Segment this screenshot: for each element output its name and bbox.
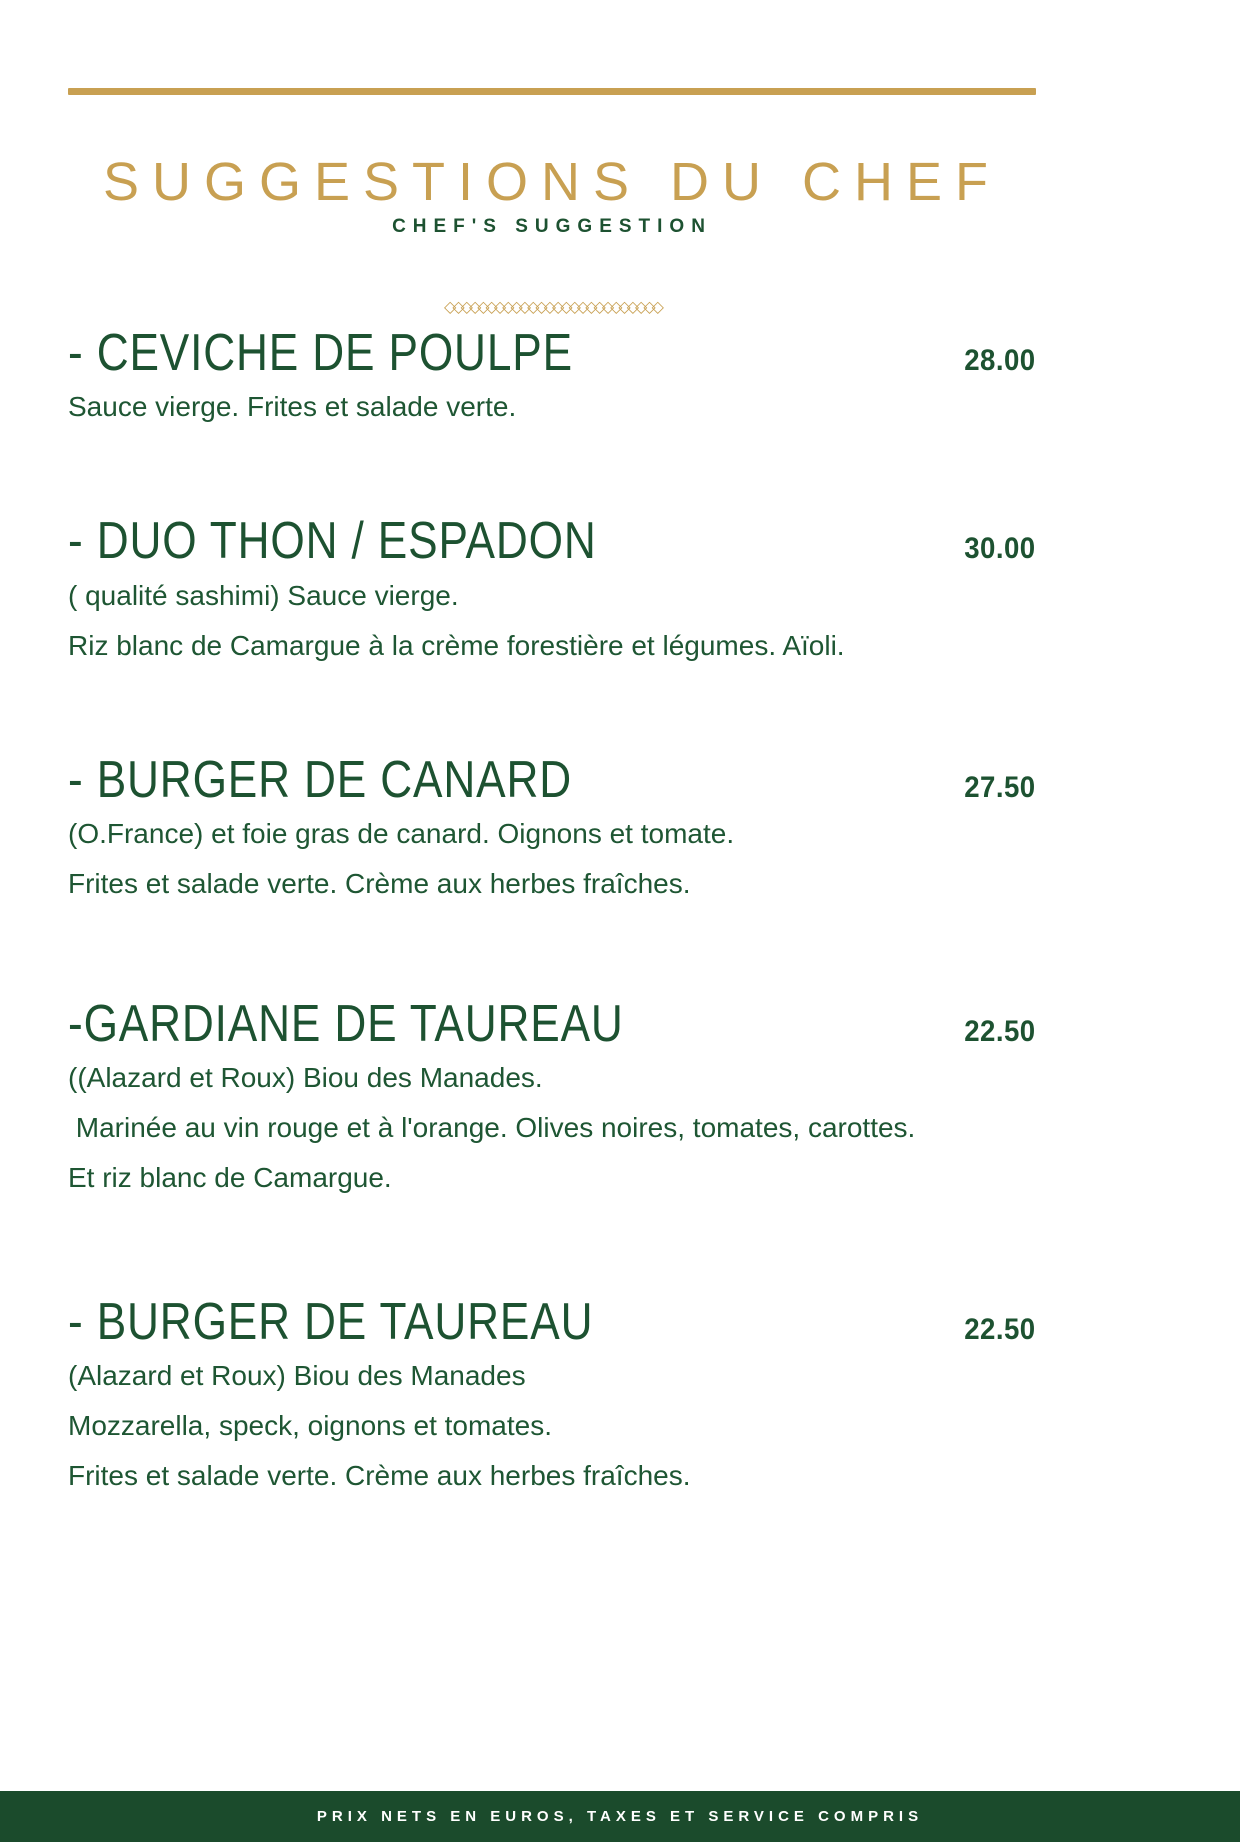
page-title: SUGGESTIONS DU CHEF xyxy=(102,152,1002,212)
item-desc-line: Marinée au vin rouge et à l'orange. Olives noires, tomates, carottes. xyxy=(68,1111,916,1143)
menu-items xyxy=(68,326,1036,1500)
top-gold-rule xyxy=(68,88,1036,95)
item-desc xyxy=(68,1053,1036,1203)
item-desc xyxy=(68,571,1036,671)
item-name: - CEVICHE DE POULPE xyxy=(68,324,573,383)
footer-bar xyxy=(0,1791,1240,1842)
item-price: 22.50 xyxy=(964,1312,1036,1346)
item-desc-line: (Alazard et Roux) Biou des Manades xyxy=(68,1359,526,1391)
item-desc-line: Frites et salade verte. Crème aux herbes fraîches. xyxy=(68,867,691,899)
menu-item xyxy=(68,994,1036,1203)
item-price: 30.00 xyxy=(964,532,1036,566)
menu-item xyxy=(68,1292,1036,1501)
item-desc-line: ( qualité sashimi) Sauce vierge. xyxy=(68,579,459,611)
menu-item-header xyxy=(68,324,1036,383)
menu-content xyxy=(68,88,1036,1501)
item-price: 22.50 xyxy=(964,1014,1036,1048)
page-subtitle: CHEF'S SUGGESTION xyxy=(392,216,712,238)
item-desc-line: Riz blanc de Camargue à la crème forestière et légumes. Aïoli. xyxy=(68,629,845,661)
item-desc-line: ((Alazard et Roux) Biou des Manades. xyxy=(68,1061,543,1093)
item-name: -GARDIANE DE TAUREAU xyxy=(68,994,624,1053)
item-desc xyxy=(68,382,1036,432)
item-price: 27.50 xyxy=(964,770,1036,804)
menu-item xyxy=(68,750,1036,909)
item-desc-line: Sauce vierge. Frites et salade verte. xyxy=(68,391,517,423)
footer-notice: PRIX NETS EN EUROS, TAXES ET SERVICE COMPRIS xyxy=(316,1808,924,1825)
menu-item-header xyxy=(68,512,1036,571)
diamond-chain-divider: ◇◇◇◇◇◇◇◇◇◇◇◇◇◇◇◇◇◇◇◇◇◇◇◇◇◇ xyxy=(444,299,660,317)
item-desc-line: Frites et salade verte. Crème aux herbes fraîches. xyxy=(68,1459,691,1491)
item-name: - DUO THON / ESPADON xyxy=(68,512,597,571)
item-name: - BURGER DE CANARD xyxy=(68,750,573,809)
menu-item-header xyxy=(68,750,1036,809)
menu-item xyxy=(68,514,1036,670)
item-desc xyxy=(68,809,1036,909)
item-name: - BURGER DE TAUREAU xyxy=(68,1292,594,1351)
item-desc xyxy=(68,1351,1036,1501)
menu-page xyxy=(0,88,1240,1842)
menu-item xyxy=(68,326,1036,432)
item-desc-line: Et riz blanc de Camargue. xyxy=(68,1161,392,1193)
item-price: 28.00 xyxy=(964,344,1036,378)
item-desc-line: Mozzarella, speck, oignons et tomates. xyxy=(68,1409,553,1441)
menu-item-header xyxy=(68,994,1036,1053)
item-desc-line: (O.France) et foie gras de canard. Oignons et tomate. xyxy=(68,817,735,849)
menu-item-header xyxy=(68,1292,1036,1351)
